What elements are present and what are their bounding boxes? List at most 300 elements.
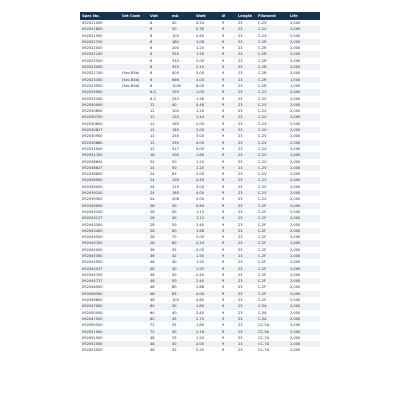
cell-diameter: 9 — [220, 203, 236, 209]
cell-life: 1,000 — [288, 83, 320, 89]
cell-filament: C-2V — [256, 20, 288, 26]
cell-filament: CC-5A — [256, 329, 288, 335]
cell-ma: 200 — [170, 45, 194, 51]
cell-spec-no: 092039100 — [80, 190, 120, 196]
cell-watt: 1.20 — [194, 159, 220, 165]
cell-diameter: 9 — [220, 33, 236, 39]
cell-volt: 48 — [148, 291, 170, 297]
cell-length: 23 — [236, 310, 256, 316]
cell-diameter: 9 — [220, 228, 236, 234]
cell-watt: 3.00 — [194, 133, 220, 139]
cell-length: 23 — [236, 209, 256, 215]
cell-ma: 180 — [170, 39, 194, 45]
cell-spec-no: 092030800 — [80, 121, 120, 127]
table-body — [80, 20, 320, 354]
cell-volt: 12 — [148, 108, 170, 114]
cell-life: 2,000 — [288, 341, 320, 347]
cell-length: 23 — [236, 253, 256, 259]
cell-ma: 70 — [170, 234, 194, 240]
cell-ma: 250 — [170, 96, 194, 102]
cell-watt: 2.50 — [194, 347, 220, 353]
cell-length: 23 — [236, 215, 256, 221]
cell-life: 2,000 — [288, 297, 320, 303]
cell-diameter: 9 — [220, 96, 236, 102]
cell-volt: 6 — [148, 33, 170, 39]
cell-ma: 25 — [170, 335, 194, 341]
cell-life: 2,000 — [288, 171, 320, 177]
cell-spec-no: 092038600 — [80, 159, 120, 165]
cell-diameter: 9 — [220, 70, 236, 76]
cell-watt: 4.00 — [194, 291, 220, 297]
cell-life: 2,000 — [288, 20, 320, 26]
lamp-spec-table — [80, 12, 320, 354]
cell-length: 23 — [236, 64, 256, 70]
cell-watt: 4.00 — [194, 190, 220, 196]
cell-spec-no: 092030827 — [80, 127, 120, 133]
cell-spec-no: 092021800 — [80, 26, 120, 32]
cell-watt: 1.44 — [194, 114, 220, 120]
cell-ma: 165 — [170, 121, 194, 127]
cell-length: 23 — [236, 247, 256, 253]
cell-volt: 24 — [148, 159, 170, 165]
cell-diameter: 9 — [220, 297, 236, 303]
cell-set-code — [120, 347, 148, 353]
header-spec-no: Spec No. — [80, 12, 120, 20]
cell-filament: C-2F — [256, 222, 288, 228]
cell-volt: 24 — [148, 165, 170, 171]
cell-filament: C-2F — [256, 215, 288, 221]
cell-spec-no: 092051000 — [80, 329, 120, 335]
cell-diameter: 9 — [220, 58, 236, 64]
cell-filament: C-2R — [256, 77, 288, 83]
cell-filament: C-2F — [256, 259, 288, 265]
cell-ma: 150 — [170, 89, 194, 95]
cell-volt: 60 — [148, 310, 170, 316]
cell-watt: 4.00 — [194, 140, 220, 146]
cell-diameter: 9 — [220, 20, 236, 26]
cell-length: 23 — [236, 51, 256, 57]
cell-volt: 48 — [148, 266, 170, 272]
cell-diameter: 9 — [220, 291, 236, 297]
cell-ma: 50 — [170, 272, 194, 278]
cell-watt: 2.00 — [194, 171, 220, 177]
cell-filament: C-2V — [256, 152, 288, 158]
cell-watt: 2.40 — [194, 177, 220, 183]
cell-length: 23 — [236, 114, 256, 120]
cell-volt: 48 — [148, 284, 170, 290]
cell-length: 23 — [236, 146, 256, 152]
cell-diameter: 9 — [220, 316, 236, 322]
header-diameter: Ø — [220, 12, 236, 20]
cell-diameter: 9 — [220, 196, 236, 202]
cell-length: 23 — [236, 222, 256, 228]
cell-diameter: 9 — [220, 347, 236, 353]
cell-spec-no: 092030600 — [80, 108, 120, 114]
cell-spec-no: 092043127 — [80, 215, 120, 221]
cell-length: 23 — [236, 165, 256, 171]
cell-spec-no: 092046600 — [80, 297, 120, 303]
cell-length: 23 — [236, 234, 256, 240]
cell-watt: 0.48 — [194, 102, 220, 108]
cell-life: 2,000 — [288, 240, 320, 246]
cell-watt: 5.00 — [194, 196, 220, 202]
cell-ma: 50 — [170, 222, 194, 228]
cell-life: 2,000 — [288, 177, 320, 183]
table-header-row — [80, 12, 320, 20]
cell-spec-no: 092021000 — [80, 20, 120, 26]
cell-watt: 2.16 — [194, 329, 220, 335]
cell-watt: 1.12 — [194, 209, 220, 215]
cell-diameter: 9 — [220, 51, 236, 57]
cell-life: 2,000 — [288, 114, 320, 120]
cell-ma: 40 — [170, 266, 194, 272]
cell-diameter: 9 — [220, 177, 236, 183]
cell-filament: C-2F — [256, 228, 288, 234]
cell-length: 23 — [236, 171, 256, 177]
cell-filament: C-5A — [256, 316, 288, 322]
cell-life: 2,000 — [288, 58, 320, 64]
cell-life: 2,000 — [288, 278, 320, 284]
cell-spec-no: 092043000 — [80, 203, 120, 209]
cell-ma: 60 — [170, 284, 194, 290]
cell-length: 23 — [236, 228, 256, 234]
cell-length: 23 — [236, 190, 256, 196]
cell-watt: 3.00 — [194, 70, 220, 76]
cell-volt: 6 — [148, 26, 170, 32]
cell-volt: 12 — [148, 133, 170, 139]
cell-watt: 1.80 — [194, 303, 220, 309]
cell-diameter: 9 — [220, 335, 236, 341]
cell-spec-no: 092022100 — [80, 51, 120, 57]
cell-filament: C-2V — [256, 171, 288, 177]
cell-watt: 0.24 — [194, 20, 220, 26]
cell-life: 2,000 — [288, 51, 320, 57]
cell-ma: 50 — [170, 278, 194, 284]
cell-filament: C-2V — [256, 146, 288, 152]
cell-watt: 1.80 — [194, 152, 220, 158]
cell-filament: C-2V — [256, 190, 288, 196]
cell-volt: 48 — [148, 272, 170, 278]
cell-volt: 28 — [148, 215, 170, 221]
cell-filament: C-2R — [256, 64, 288, 70]
cell-ma: 50 — [170, 165, 194, 171]
cell-spec-no: 092051500 — [80, 335, 120, 341]
cell-watt: 1.20 — [194, 45, 220, 51]
cell-life: 2,000 — [288, 146, 320, 152]
cell-ma: 40 — [170, 259, 194, 265]
cell-diameter: 9 — [220, 322, 236, 328]
cell-diameter: 9 — [220, 253, 236, 259]
cell-volt: 24 — [148, 171, 170, 177]
cell-watt: 2.00 — [194, 234, 220, 240]
cell-ma: 55 — [170, 247, 194, 253]
cell-length: 23 — [236, 322, 256, 328]
cell-life: 2,000 — [288, 108, 320, 114]
cell-diameter: 9 — [220, 152, 236, 158]
cell-length: 23 — [236, 127, 256, 133]
cell-watt: 1.50 — [194, 253, 220, 259]
cell-life: 2,000 — [288, 33, 320, 39]
cell-watt: 2.70 — [194, 316, 220, 322]
cell-life: 2,000 — [288, 152, 320, 158]
cell-volt: 48 — [148, 341, 170, 347]
cell-spec-no: 092030900 — [80, 133, 120, 139]
cell-diameter: 9 — [220, 102, 236, 108]
cell-volt: 12 — [148, 121, 170, 127]
header-length: Length — [236, 12, 256, 20]
cell-length: 23 — [236, 335, 256, 341]
cell-spec-no: 092043400 — [80, 228, 120, 234]
cell-watt: 2.40 — [194, 278, 220, 284]
cell-diameter: 9 — [220, 240, 236, 246]
cell-life: 2,000 — [288, 121, 320, 127]
cell-diameter: 9 — [220, 83, 236, 89]
cell-volt: 28 — [148, 222, 170, 228]
cell-diameter: 9 — [220, 165, 236, 171]
cell-filament: C-2V — [256, 33, 288, 39]
cell-spec-no: 092021900 — [80, 33, 120, 39]
cell-diameter: 9 — [220, 108, 236, 114]
cell-spec-no: 092050500 — [80, 322, 120, 328]
cell-diameter: 9 — [220, 278, 236, 284]
cell-set-code: (Sec.B5d) — [120, 70, 148, 76]
cell-volt: 6 — [148, 64, 170, 70]
cell-filament: C-2V — [256, 102, 288, 108]
cell-spec-no: 092043100 — [80, 209, 120, 215]
cell-filament: C-2F — [256, 272, 288, 278]
cell-ma: 1000 — [170, 83, 194, 89]
cell-watt: 1.00 — [194, 89, 220, 95]
cell-diameter: 9 — [220, 39, 236, 45]
cell-diameter: 9 — [220, 259, 236, 265]
cell-filament: CC-7A — [256, 347, 288, 353]
cell-life: 2,000 — [288, 39, 320, 45]
cell-watt: 1.92 — [194, 266, 220, 272]
cell-filament: C-2R — [256, 58, 288, 64]
cell-spec-no: 092023300 — [80, 77, 120, 83]
cell-diameter: 9 — [220, 209, 236, 215]
cell-diameter: 9 — [220, 159, 236, 165]
cell-ma: 500 — [170, 70, 194, 76]
cell-spec-no: 092030000 — [80, 102, 120, 108]
cell-length: 23 — [236, 121, 256, 127]
cell-length: 23 — [236, 58, 256, 64]
cell-spec-no: 092047500 — [80, 316, 120, 322]
cell-filament: C-2F — [256, 278, 288, 284]
cell-volt: 28 — [148, 228, 170, 234]
cell-length: 23 — [236, 83, 256, 89]
header-volt: Volt — [148, 12, 170, 20]
cell-ma: 417 — [170, 146, 194, 152]
cell-volt: 28 — [148, 203, 170, 209]
cell-length: 23 — [236, 177, 256, 183]
cell-filament: CC-7A — [256, 335, 288, 341]
cell-watt: 2.24 — [194, 240, 220, 246]
cell-volt: 12 — [148, 102, 170, 108]
cell-diameter: 9 — [220, 341, 236, 347]
cell-length: 23 — [236, 278, 256, 284]
cell-diameter: 9 — [220, 133, 236, 139]
cell-life: 2,000 — [288, 190, 320, 196]
cell-life: 2,000 — [288, 203, 320, 209]
cell-ma: 100 — [170, 177, 194, 183]
cell-volt: 24 — [148, 177, 170, 183]
cell-ma: 80 — [170, 240, 194, 246]
cell-filament: C-2F — [256, 234, 288, 240]
cell-diameter: 9 — [220, 146, 236, 152]
cell-ma: 60 — [170, 228, 194, 234]
cell-ma: 45 — [170, 316, 194, 322]
cell-filament: C-2F — [256, 291, 288, 297]
cell-length: 23 — [236, 159, 256, 165]
cell-ma: 335 — [170, 140, 194, 146]
cell-filament: CC-5A — [256, 322, 288, 328]
cell-filament: C-2V — [256, 133, 288, 139]
cell-diameter: 9 — [220, 310, 236, 316]
cell-diameter: 9 — [220, 184, 236, 190]
cell-life: 2,000 — [288, 215, 320, 221]
cell-length: 23 — [236, 133, 256, 139]
cell-ma: 100 — [170, 33, 194, 39]
cell-watt: 2.88 — [194, 284, 220, 290]
cell-volt: 72 — [148, 322, 170, 328]
cell-life: 2,000 — [288, 127, 320, 133]
cell-filament: C-2V — [256, 108, 288, 114]
cell-diameter: 9 — [220, 234, 236, 240]
cell-volt: 6.3 — [148, 89, 170, 95]
cell-filament: C-2V — [256, 140, 288, 146]
cell-ma: 40 — [170, 341, 194, 347]
cell-volt: 28 — [148, 209, 170, 215]
cell-length: 23 — [236, 259, 256, 265]
cell-ma: 100 — [170, 108, 194, 114]
cell-length: 23 — [236, 316, 256, 322]
cell-filament: C-2F — [256, 240, 288, 246]
cell-filament: C-5A — [256, 310, 288, 316]
cell-life: 1,500 — [288, 77, 320, 83]
cell-length: 23 — [236, 70, 256, 76]
cell-life: 2,000 — [288, 329, 320, 335]
cell-life: 2,000 — [288, 228, 320, 234]
cell-filament: CC-7A — [256, 341, 288, 347]
cell-ma: 30 — [170, 329, 194, 335]
cell-spec-no: 092038900 — [80, 177, 120, 183]
cell-filament: C-2R — [256, 70, 288, 76]
cell-diameter: 9 — [220, 127, 236, 133]
cell-volt: 6 — [148, 45, 170, 51]
cell-filament: C-2V — [256, 114, 288, 120]
cell-life: 2,000 — [288, 96, 320, 102]
cell-volt: 28 — [148, 240, 170, 246]
cell-ma: 333 — [170, 58, 194, 64]
cell-volt: 28 — [148, 234, 170, 240]
cell-volt: 12 — [148, 146, 170, 152]
cell-ma: 125 — [170, 184, 194, 190]
cell-filament: C-2V — [256, 177, 288, 183]
cell-length: 23 — [236, 347, 256, 353]
cell-diameter: 9 — [220, 64, 236, 70]
cell-watt: 1.40 — [194, 222, 220, 228]
cell-filament: C-2F — [256, 247, 288, 253]
cell-length: 23 — [236, 272, 256, 278]
cell-ma: 83 — [170, 171, 194, 177]
cell-life: 2,000 — [288, 165, 320, 171]
cell-ma: 165 — [170, 190, 194, 196]
cell-volt: 12 — [148, 114, 170, 120]
cell-life: 2,000 — [288, 284, 320, 290]
cell-spec-no: 092024900 — [80, 89, 120, 95]
cell-length: 23 — [236, 329, 256, 335]
cell-ma: 40 — [170, 209, 194, 215]
cell-spec-no: 092022500 — [80, 58, 120, 64]
cell-ma: 250 — [170, 51, 194, 57]
cell-ma: 83 — [170, 291, 194, 297]
cell-watt: 1.58 — [194, 96, 220, 102]
cell-life: 2,000 — [288, 335, 320, 341]
cell-spec-no: 092045300 — [80, 253, 120, 259]
cell-diameter: 9 — [220, 121, 236, 127]
cell-volt: 6 — [148, 83, 170, 89]
cell-ma: 120 — [170, 114, 194, 120]
cell-watt: 1.50 — [194, 51, 220, 57]
cell-watt: 4.80 — [194, 297, 220, 303]
cell-watt: 2.00 — [194, 121, 220, 127]
cell-watt: 2.10 — [194, 64, 220, 70]
cell-spec-no: 092038800 — [80, 171, 120, 177]
cell-volt: 18 — [148, 152, 170, 158]
cell-life: 2,000 — [288, 89, 320, 95]
cell-spec-no: 092045000 — [80, 247, 120, 253]
cell-spec-no: 092043500 — [80, 234, 120, 240]
cell-spec-no: 092039000 — [80, 184, 120, 190]
cell-volt: 24 — [148, 196, 170, 202]
cell-length: 23 — [236, 45, 256, 51]
cell-volt: 48 — [148, 335, 170, 341]
cell-spec-no: 092031700 — [80, 152, 120, 158]
cell-ma: 25 — [170, 322, 194, 328]
cell-spec-no: 092021700 — [80, 39, 120, 45]
cell-spec-no: 092045527 — [80, 266, 120, 272]
cell-diameter: 9 — [220, 222, 236, 228]
cell-life: 2,000 — [288, 102, 320, 108]
cell-watt: 2.40 — [194, 310, 220, 316]
cell-spec-no: 092023000 — [80, 64, 120, 70]
cell-ma: 40 — [170, 102, 194, 108]
header-watt: Watt — [194, 12, 220, 20]
cell-diameter: 9 — [220, 215, 236, 221]
cell-watt: 0.60 — [194, 33, 220, 39]
cell-volt: 60 — [148, 316, 170, 322]
cell-volt: 6 — [148, 58, 170, 64]
cell-volt: 6 — [148, 20, 170, 26]
cell-diameter: 9 — [220, 140, 236, 146]
cell-watt: 2.40 — [194, 272, 220, 278]
cell-life: 2,000 — [288, 70, 320, 76]
cell-life: 2,000 — [288, 184, 320, 190]
cell-filament: C-2V — [256, 26, 288, 32]
cell-watt: 3.00 — [194, 184, 220, 190]
cell-diameter: 9 — [220, 45, 236, 51]
cell-watt: 0.30 — [194, 26, 220, 32]
cell-watt: 1.12 — [194, 215, 220, 221]
cell-filament: C-2R — [256, 45, 288, 51]
table-row — [80, 347, 320, 353]
cell-life: 2,000 — [288, 222, 320, 228]
cell-volt: 36 — [148, 253, 170, 259]
cell-ma: 250 — [170, 133, 194, 139]
cell-watt: 2.00 — [194, 247, 220, 253]
cell-volt: 12 — [148, 140, 170, 146]
